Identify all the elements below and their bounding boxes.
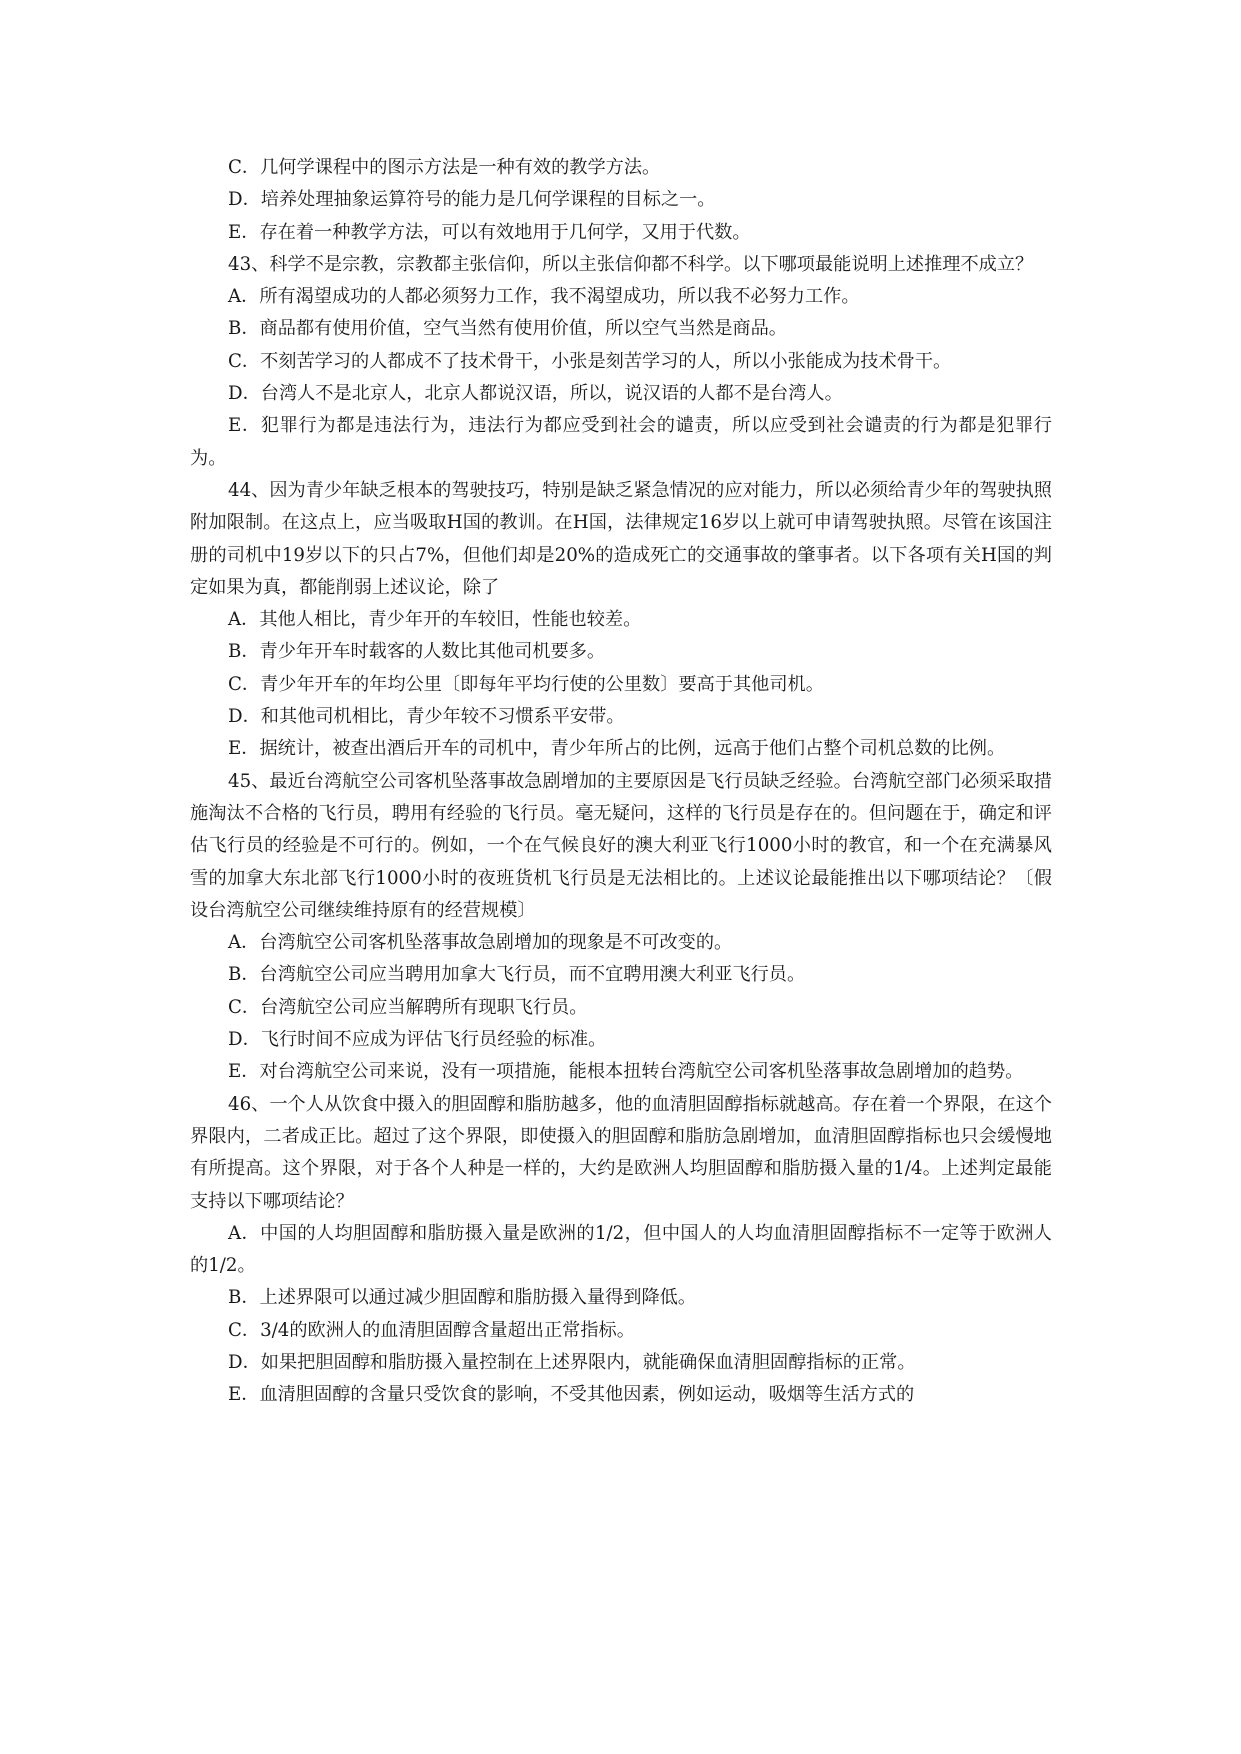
option-46a: A．中国的人均胆固醇和脂肪摄入量是欧洲的1/2，但中国人的人均血清胆固醇指标不一定等于欧洲人的1/2。 — [190, 1222, 1052, 1277]
option-45e: E．对台湾航空公司来说，没有一项措施，能根本扭转台湾航空公司客机坠落事故急剧增加的趋势。 — [228, 1061, 1024, 1083]
option-43e: E．犯罪行为都是违法行为，违法行为都应受到社会的谴责，所以应受到社会谴责的行为都是犯罪行为。 — [190, 415, 1052, 469]
option-45b: B．台湾航空公司应当聘用加拿大飞行员，而不宜聘用澳大利亚飞行员。 — [228, 964, 806, 986]
option-44b: B．青少年开车时载客的人数比其他司机要多。 — [228, 641, 606, 663]
document-page — [190, 152, 1052, 1412]
option-44d: D．和其他司机相比，青少年较不习惯系平安带。 — [228, 706, 625, 728]
question-43: 43、科学不是宗教，宗教都主张信仰，所以主张信仰都不科学。以下哪项最能说明上述推理不成立？ — [228, 253, 1034, 275]
option-46c: C．3/4的欧洲人的血清胆固醇含量超出正常指标。 — [228, 1319, 635, 1341]
option-43a: A．所有渴望成功的人都必须努力工作，我不渴望成功，所以我不必努力工作。 — [228, 286, 860, 308]
option-45d: D．飞行时间不应成为评估飞行员经验的标准。 — [228, 1029, 607, 1051]
option-45c: C．台湾航空公司应当解聘所有现职飞行员。 — [228, 996, 588, 1018]
option-43b: B．商品都有使用价值，空气当然有使用价值，所以空气当然是商品。 — [228, 318, 787, 340]
option-43d: D．台湾人不是北京人，北京人都说汉语，所以，说汉语的人都不是台湾人。 — [228, 383, 843, 405]
option-42c: C．几何学课程中的图示方法是一种有效的教学方法。 — [228, 157, 661, 178]
option-46e: E．血清胆固醇的含量只受饮食的影响，不受其他因素，例如运动，吸烟等生活方式的 — [228, 1384, 915, 1406]
option-44a: A．其他人相比，青少年开的车较旧，性能也较差。 — [228, 609, 642, 631]
option-42e: E．存在着一种教学方法，可以有效地用于几何学，又用于代数。 — [228, 221, 751, 243]
option-45a: A．台湾航空公司客机坠落事故急剧增加的现象是不可改变的。 — [228, 932, 733, 954]
question-45: 45、最近台湾航空公司客机坠落事故急剧增加的主要原因是飞行员缺乏经验。台湾航空部门必须采取措施淘汰不合格的飞行员，聘用有经验的飞行员。毫无疑问，这样的飞行员是存在的。但问题在于，确定和评估飞行员的经验是不可行的。例如，一个在气候良好的澳大利亚飞行1000小时的教官，和一个在充满暴风雪的加拿大东北部飞行1000小时的夜班货机飞行员是无法相比的。上述议论最能推出以下哪项结论？〔假设台湾航空公司继续维持原有的经营规模〕 — [190, 770, 1052, 921]
question-46: 46、一个人从饮食中摄入的胆固醇和脂肪越多，他的血清胆固醇指标就越高。存在着一个界限，在这个界限内，二者成正比。超过了这个界限，即使摄入的胆固醇和脂肪急剧增加，血清胆固醇指标也只会缓慢地有所提高。这个界限，对于各个人种是一样的，大约是欧洲人均胆固醇和脂肪摄入量的1/4。上述判定最能支持以下哪项结论？ — [190, 1093, 1052, 1212]
option-42d: D．培养处理抽象运算符号的能力是几何学课程的目标之一。 — [228, 189, 716, 211]
option-46d: D．如果把胆固醇和脂肪摄入量控制在上述界限内，就能确保血清胆固醇指标的正常。 — [228, 1351, 916, 1373]
option-44e: E．据统计，被查出酒后开车的司机中，青少年所占的比例，远高于他们占整个司机总数的比例。 — [228, 738, 1006, 760]
question-44: 44、因为青少年缺乏根本的驾驶技巧，特别是缺乏紧急情况的应对能力，所以必须给青少年的驾驶执照附加限制。在这点上，应当吸取H国的教训。在H国，法律规定16岁以上就可申请驾驶执照。尽管在该国注册的司机中19岁以下的只占7%，但他们却是20%的造成死亡的交通事故的肇事者。以下各项有关H国的判定如果为真，都能削弱上述议论，除了 — [190, 479, 1052, 598]
option-44c: C．青少年开车的年均公里〔即每年平均行使的公里数〕要高于其他司机。 — [228, 673, 824, 695]
option-46b: B．上述界限可以通过减少胆固醇和脂肪摄入量得到降低。 — [228, 1287, 697, 1309]
option-43c: C．不刻苦学习的人都成不了技术骨干，小张是刻苦学习的人，所以小张能成为技术骨干。 — [228, 350, 952, 372]
